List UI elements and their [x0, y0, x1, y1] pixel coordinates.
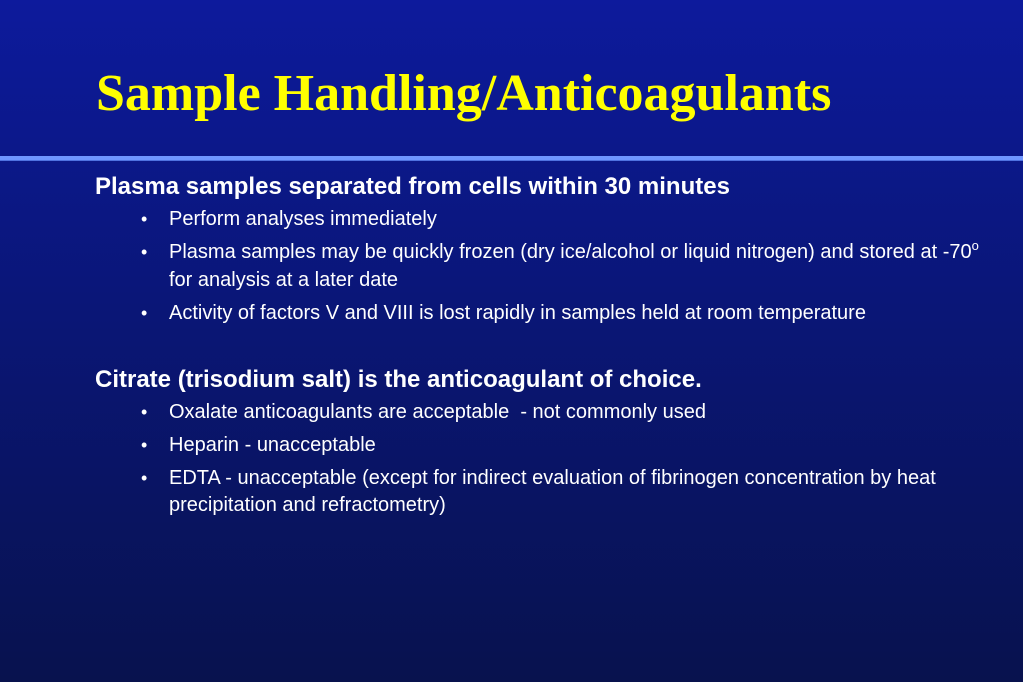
section-heading: Plasma samples separated from cells within 30 minutes	[95, 173, 730, 200]
bullet-text: Perform analyses immediately	[169, 208, 437, 230]
list-item	[95, 465, 1005, 519]
bullet-text: Activity of factors V and VIII is lost rapidly in samples held at room temperature	[169, 302, 866, 324]
list-item	[95, 399, 1005, 426]
bullet-list	[95, 206, 1005, 327]
bullet-icon: •	[141, 209, 148, 229]
bullet-text-after: for analysis at a later date	[169, 269, 399, 291]
slide-title: Sample Handling/Anticoagulants	[96, 65, 832, 122]
bullet-text: Heparin - unacceptable	[169, 434, 376, 456]
bullet-icon: •	[141, 402, 148, 422]
bullet-text	[169, 238, 979, 291]
list-item	[95, 300, 1005, 327]
bullet-list	[95, 399, 1005, 519]
bullet-text-before: Plasma samples may be quickly frozen (dry ice/alcohol or liquid nitrogen) and stored at -70	[169, 241, 972, 263]
bullet-icon: •	[141, 435, 148, 455]
degree-superscript: o	[971, 238, 979, 253]
section-plasma-separation	[95, 170, 1005, 327]
list-item	[95, 206, 1005, 233]
bullet-icon: •	[141, 303, 148, 323]
section-citrate-anticoagulant	[95, 363, 1005, 519]
bullet-text: Oxalate anticoagulants are acceptable - not commonly used	[169, 401, 706, 423]
bullet-icon: •	[141, 242, 148, 262]
bullet-icon: •	[141, 468, 148, 488]
title-divider	[0, 156, 1023, 160]
list-item	[95, 239, 1005, 294]
list-item	[95, 432, 1005, 459]
slide-content	[95, 170, 1005, 525]
bullet-text: EDTA - unacceptable (except for indirect evaluation of fibrinogen concentration by heat precipitation and refractometry)	[169, 467, 936, 516]
section-heading: Citrate (trisodium salt) is the anticoagulant of choice.	[95, 366, 702, 393]
